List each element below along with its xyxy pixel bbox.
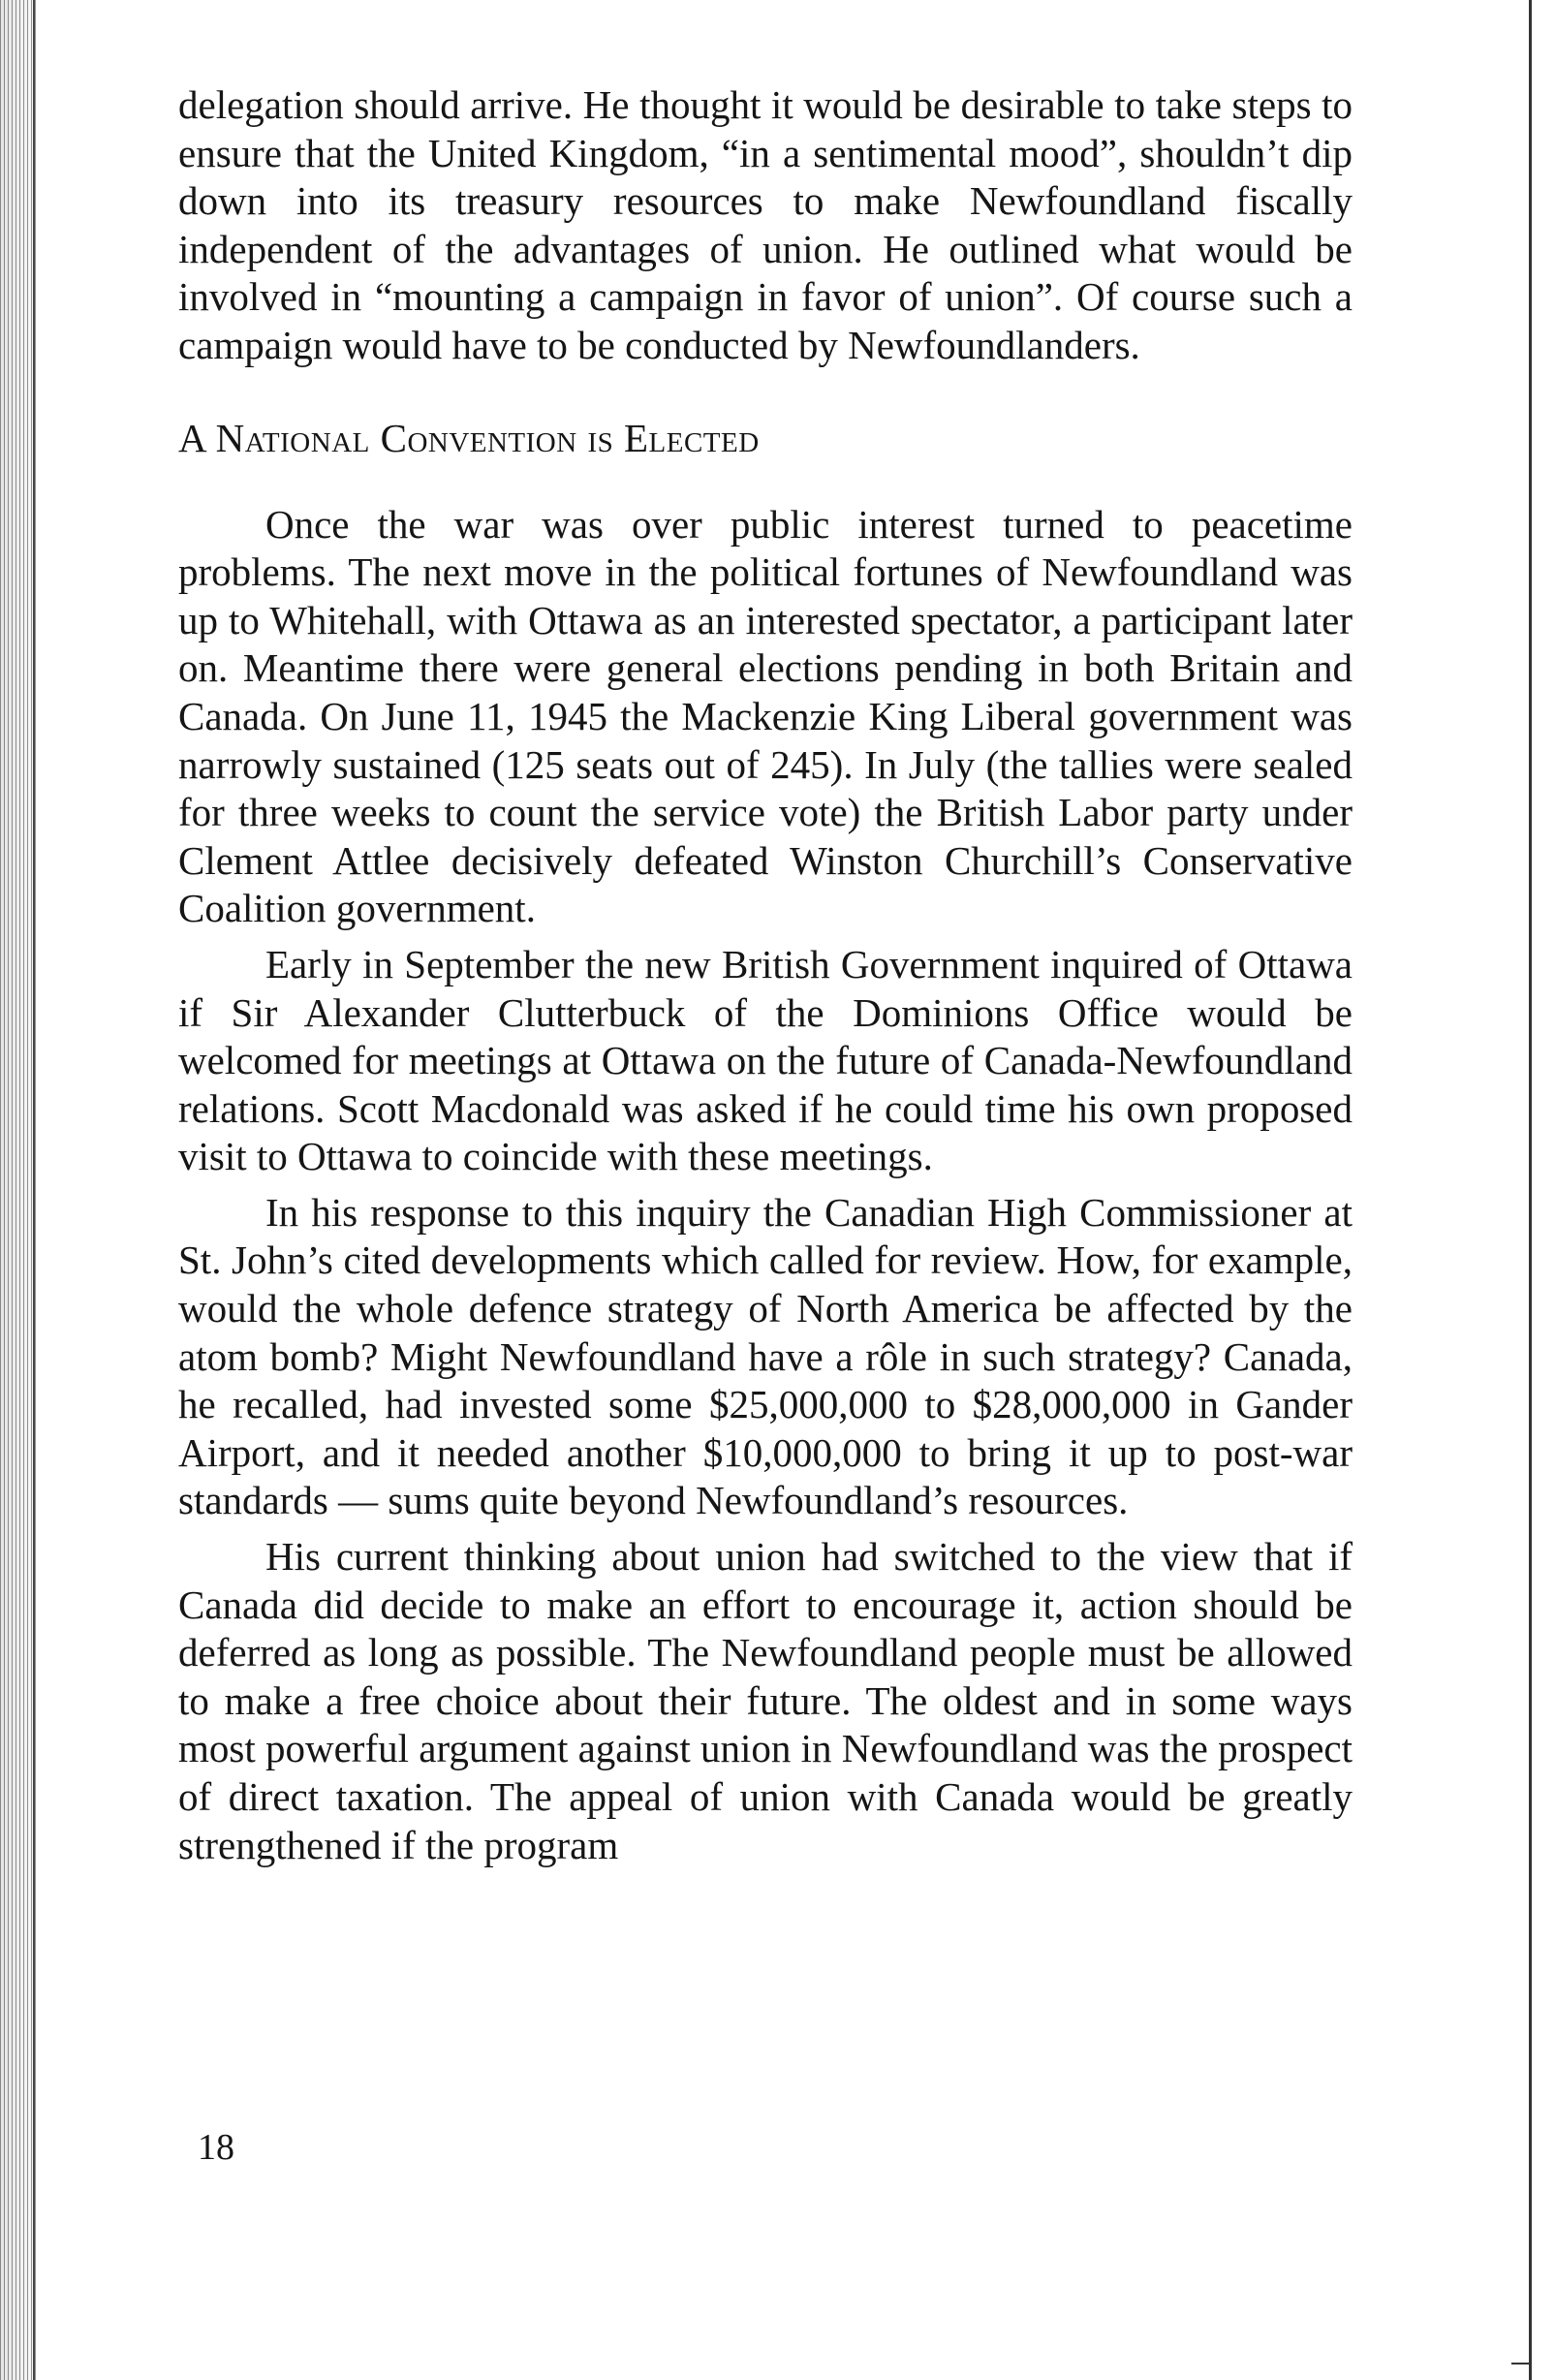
scan-binding-edge — [0, 0, 37, 2380]
paragraph-union-thinking: His current thinking about union had switched to the view that if Canada did decide to make an effort to encourage it, action should be deferred as long as possible. The Newfoundland people must be allowed to make a free choice about their future. The oldest and in some ways most powerful argument against union in Newfoundland was the prospect of direct taxation. The appeal of union with Canada would be greatly strengthened if the program — [178, 1534, 1353, 1867]
paragraph-high-commissioner-response: In his response to this inquiry the Canadian High Commissioner at St. John’s cited developments which called for review. How, for example, would the whole defence strategy of North America be affected by the atom bomb? Might Newfoundland have a rôle in such strategy? Canada, he recalled, had invested some $25,000,000 to $28,000,000 in Gander Airport, and it needed another $10,000,000 to bring it up to post-war standards — sums quite beyond Newfoundland’s resources. — [178, 1189, 1353, 1523]
scan-right-edge — [1529, 0, 1532, 2380]
scan-binding-line — [33, 0, 35, 2380]
paragraph-postwar-elections: Once the war was over public interest turned to peacetime problems. The next move in the political fortunes of Newfoundland was up to Whitehall, with Ottawa as an interested spectator, a participant later on. Meantime there were general elections pending in both Britain and Canada. On June 11, 1945 the Mackenzie King Liberal government was narrowly sustained (125 seats out of 245). In July (the tallies were sealed for three weeks to count the service vote) the British Labor party under Clement Attlee decisively defeated Winston Churchill’s Conservative Coalition government. — [178, 501, 1353, 931]
paragraph-clutterbuck-meetings: Early in September the new British Government inquired of Ottawa if Sir Alexander Clutterbuck of the Dominions Office would be welcomed for meetings at Ottawa on the future of Canada-Newfoundland relations. Scott Macdonald was asked if he could time his own proposed visit to Ottawa to coincide with these meetings. — [178, 941, 1353, 1179]
section-heading: A National Convention is Elected — [178, 415, 760, 460]
page-body — [178, 81, 1353, 1869]
opening-paragraph: delegation should arrive. He thought it would be desirable to take steps to ensure that the United Kingdom, “in a sentimental mood”, shouldn’t dip down into its treasury resources to make Newfoundland fiscally independent of the advantages of union. He outlined what would be involved in “mounting a campaign in favor of union”. Of course such a campaign would have to be conducted by Newfoundlanders. — [178, 82, 1353, 367]
page-number: 18 — [198, 2127, 234, 2168]
scan-right-tick — [1511, 2363, 1529, 2364]
